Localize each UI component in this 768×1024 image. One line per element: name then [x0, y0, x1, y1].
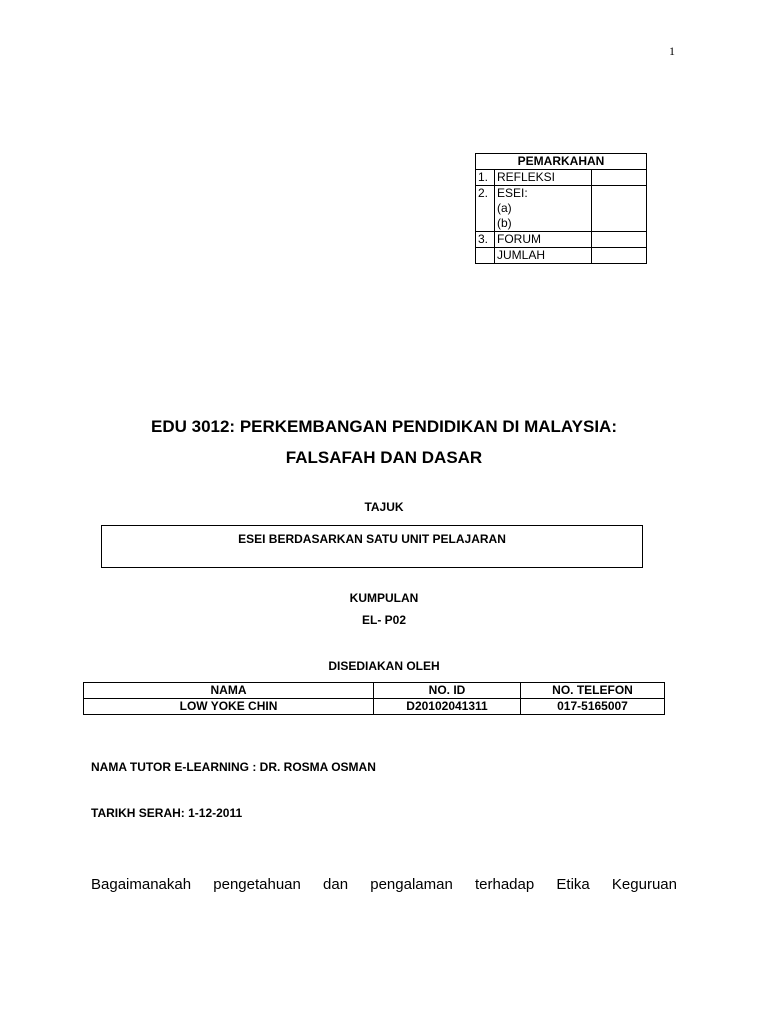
course-title-line1: EDU 3012: PERKEMBANGAN PENDIDIKAN DI MALAYSIA:: [151, 417, 617, 436]
row-subitem: (a): [497, 201, 512, 215]
row-number: [476, 248, 495, 264]
column-header: NO. ID: [374, 683, 521, 699]
prepared-by-label: DISEDIAKAN OLEH: [328, 659, 440, 673]
table-row: [476, 170, 647, 186]
row-item: FORUM: [495, 232, 592, 248]
prepared-by-table: [83, 682, 665, 715]
tutor-line: NAMA TUTOR E-LEARNING : DR. ROSMA OSMAN: [91, 760, 376, 774]
name-cell: LOW YOKE CHIN: [84, 699, 374, 715]
kumpulan-value: EL- P02: [361, 613, 406, 627]
table-row: [84, 699, 665, 715]
tajuk-value: ESEI BERDASARKAN SATU UNIT PELAJARAN: [238, 532, 506, 546]
row-number: 2.: [476, 186, 495, 232]
row-item-group: [495, 186, 592, 232]
mark-cell: [592, 186, 647, 232]
mark-cell: [592, 170, 647, 186]
mark-cell: [592, 248, 647, 264]
phone-cell: 017-5165007: [521, 699, 665, 715]
row-number: 1.: [476, 170, 495, 186]
marking-table-header: PEMARKAHAN: [476, 154, 647, 170]
mark-cell: [592, 232, 647, 248]
row-item: ESEI:: [497, 186, 528, 200]
page-number: 1: [669, 44, 675, 58]
row-item: REFLEKSI: [495, 170, 592, 186]
table-row: [476, 186, 647, 232]
row-subitem: (b): [497, 216, 512, 230]
course-title-line2: FALSAFAH DAN DASAR: [285, 448, 483, 467]
row-item: JUMLAH: [495, 248, 592, 264]
question-text: Bagaimanakah pengetahuan dan pengalaman terhadap Etika Keguruan: [91, 876, 677, 893]
column-header: NO. TELEFON: [521, 683, 665, 699]
column-header: NAMA: [84, 683, 374, 699]
marking-table: [475, 153, 647, 264]
id-cell: D20102041311: [374, 699, 521, 715]
table-row: [476, 232, 647, 248]
table-row: [476, 248, 647, 264]
tajuk-box: [101, 525, 643, 568]
kumpulan-label: KUMPULAN: [349, 591, 419, 605]
tajuk-label: TAJUK: [364, 500, 404, 514]
table-header-row: [84, 683, 665, 699]
row-number: 3.: [476, 232, 495, 248]
submission-date-line: TARIKH SERAH: 1-12-2011: [91, 806, 243, 820]
